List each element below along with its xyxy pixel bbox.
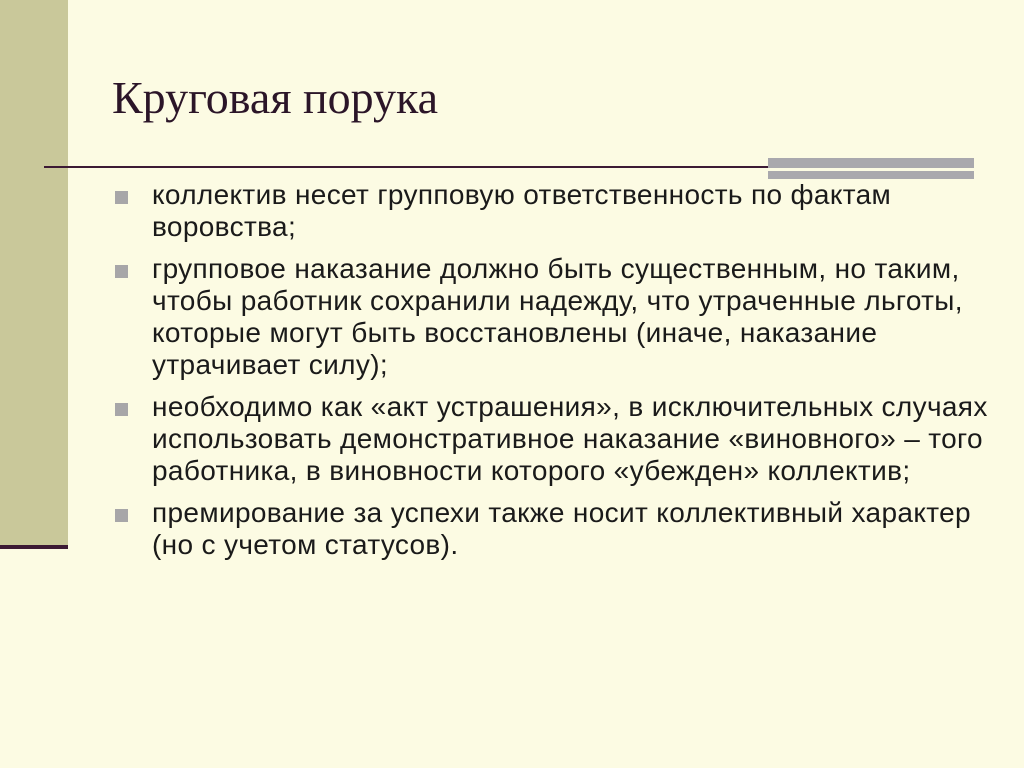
bullet-item (112, 391, 992, 487)
bullet-text: необходимо как «акт устрашения», в исключительных случаях использовать демонстративное наказание «виновного» – того работника, в виновности которого «убежден» коллектив; (152, 391, 988, 486)
title-accent-bar (768, 158, 974, 168)
square-bullet-icon (115, 191, 128, 204)
square-bullet-icon (115, 265, 128, 278)
bullet-text: групповое наказание должно быть существенным, но таким, чтобы работник сохранили надежду, что утраченные льготы, которые могут быть восстановлены (иначе, наказание утрачивает силу); (152, 253, 963, 380)
bullet-item (112, 253, 992, 381)
left-decorative-rule (0, 545, 68, 549)
slide-title: Круговая порука (112, 72, 439, 123)
square-bullet-icon (115, 403, 128, 416)
left-decorative-band (0, 0, 68, 545)
title-accent-bar-lower (768, 171, 974, 179)
square-bullet-icon (115, 509, 128, 522)
bullet-text: коллектив несет групповую ответственность по фактам воровства; (152, 179, 892, 242)
bullet-item (112, 179, 992, 243)
bullet-list (112, 179, 992, 571)
bullet-text: премирование за успехи также носит коллективный характер (но с учетом статусов). (152, 497, 971, 560)
bullet-item (112, 497, 992, 561)
